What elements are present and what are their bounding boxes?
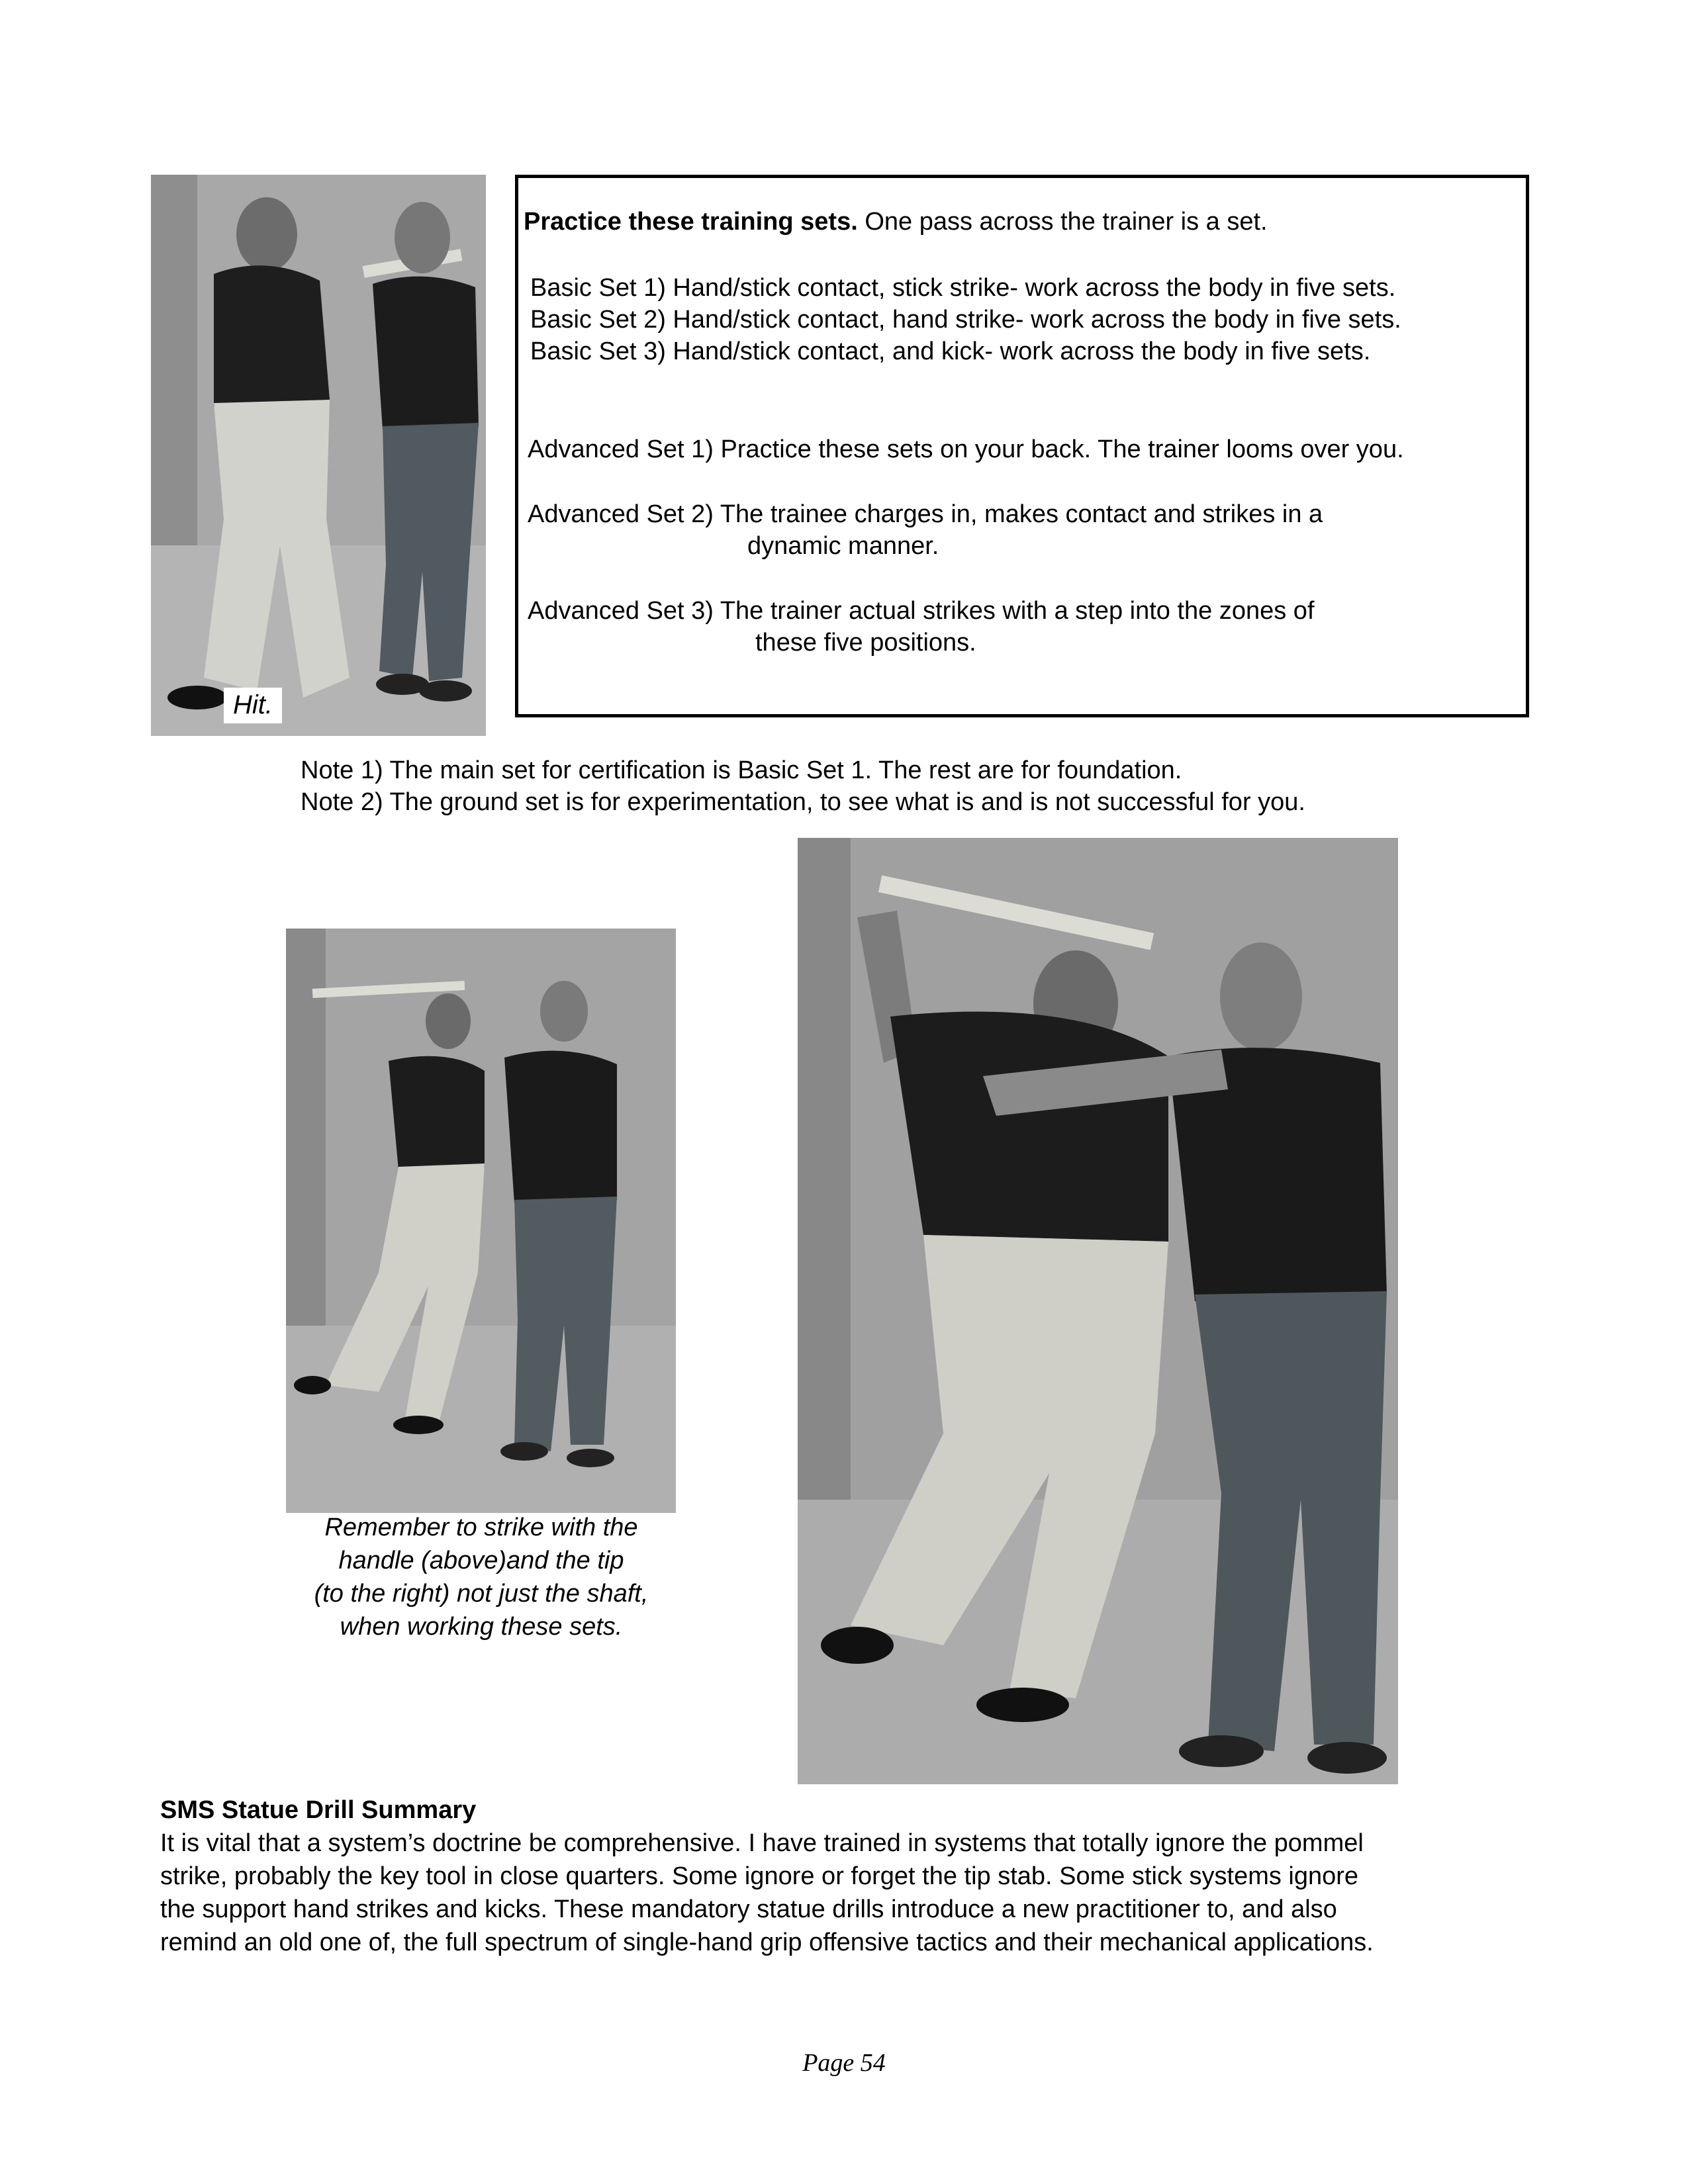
training-sets-box <box>515 175 1529 717</box>
basic-set-1: Basic Set 1) Hand/stick contact, stick strike- work across the body in five sets. <box>530 274 1396 302</box>
note-2: Note 2) The ground set is for experimentation, to see what is and is not successful for you. <box>301 788 1305 816</box>
caption-line-1: Remember to strike with the <box>324 1514 638 1541</box>
sets-heading-rest: One pass across the trainer is a set. <box>857 208 1268 236</box>
caption-line-3: (to the right) not just the shaft, <box>314 1580 649 1608</box>
photo-hit-illustration <box>151 175 486 736</box>
photo-hit-demonstration <box>151 175 486 736</box>
photo-pommel-strike-illustration <box>798 838 1398 1784</box>
basic-set-2: Basic Set 2) Hand/stick contact, hand strike- work across the body in five sets. <box>530 306 1401 334</box>
advanced-set-3: Advanced Set 3) The trainer actual strikes with a step into the zones of <box>528 597 1315 625</box>
photo-caption-hit: Hit. <box>224 688 282 723</box>
sets-heading-bold: Practice these training sets. <box>524 208 858 236</box>
summary-line-4: remind an old one of, the full spectrum of single-hand grip offensive tactics and their mechanical applications. <box>160 1929 1374 1956</box>
caption-line-2: handle (above)and the tip <box>338 1547 624 1574</box>
advanced-set-3-continued: these five positions. <box>755 629 976 657</box>
photo-handle-strike-illustration <box>286 929 676 1513</box>
caption-line-4: when working these sets. <box>340 1613 623 1641</box>
notes-block <box>301 754 1305 818</box>
summary-line-1: It is vital that a system’s doctrine be comprehensive. I have trained in systems that totally ignore the pommel <box>160 1829 1364 1857</box>
photo-caption-strike <box>273 1511 690 1643</box>
note-1: Note 1) The main set for certification is Basic Set 1. The rest are for foundation. <box>301 756 1182 784</box>
advanced-set-2-continued: dynamic manner. <box>747 532 939 560</box>
advanced-set-2: Advanced Set 2) The trainee charges in, makes contact and strikes in a <box>528 500 1323 528</box>
summary-line-3: the support hand strikes and kicks. These mandatory statue drills introduce a new practitioner to, and also <box>160 1895 1337 1923</box>
basic-set-3: Basic Set 3) Hand/stick contact, and kick- work across the body in five sets. <box>530 338 1371 365</box>
summary-heading: SMS Statue Drill Summary <box>160 1796 477 1824</box>
sets-heading <box>524 206 1268 238</box>
photo-pommel-strike <box>798 838 1398 1784</box>
advanced-set-1: Advanced Set 1) Practice these sets on your back. The trainer looms over you. <box>528 435 1404 463</box>
photo-handle-strike <box>286 929 676 1513</box>
summary-section <box>160 1794 1537 1959</box>
page-number: Page 54 <box>802 2049 886 2077</box>
summary-line-2: strike, probably the key tool in close quarters. Some ignore or forget the tip stab. Some stick systems ignore <box>160 1862 1359 1890</box>
